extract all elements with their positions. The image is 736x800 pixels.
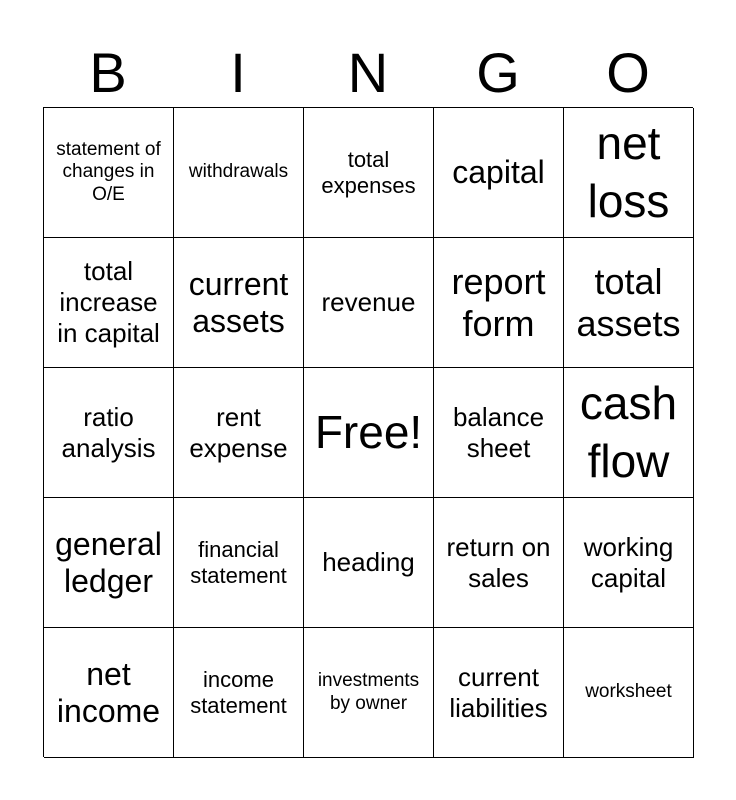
bingo-grid (43, 107, 693, 757)
bingo-cell[interactable]: rent expense (174, 368, 304, 498)
bingo-cell[interactable]: worksheet (564, 628, 694, 758)
bingo-cell[interactable]: total expenses (304, 108, 434, 238)
bingo-cell[interactable]: current assets (174, 238, 304, 368)
bingo-cell[interactable]: investments by owner (304, 628, 434, 758)
bingo-cell[interactable]: financial statement (174, 498, 304, 628)
bingo-header (43, 38, 693, 108)
bingo-cell[interactable]: withdrawals (174, 108, 304, 238)
bingo-cell[interactable]: cash flow (564, 368, 694, 498)
bingo-cell[interactable]: total assets (564, 238, 694, 368)
header-letter-i: I (230, 41, 246, 104)
header-letter-g: G (476, 41, 520, 104)
bingo-cell[interactable]: revenue (304, 238, 434, 368)
bingo-cell[interactable]: capital (434, 108, 564, 238)
bingo-cell[interactable]: income statement (174, 628, 304, 758)
bingo-cell[interactable]: net loss (564, 108, 694, 238)
bingo-cell[interactable]: net income (44, 628, 174, 758)
bingo-cell[interactable]: working capital (564, 498, 694, 628)
bingo-cell[interactable]: current liabilities (434, 628, 564, 758)
bingo-cell[interactable]: heading (304, 498, 434, 628)
bingo-cell[interactable]: total increase in capital (44, 238, 174, 368)
bingo-cell[interactable]: report form (434, 238, 564, 368)
header-letter-n: N (347, 41, 389, 104)
bingo-cell[interactable]: balance sheet (434, 368, 564, 498)
free-space[interactable]: Free! (304, 368, 434, 498)
bingo-cell[interactable]: return on sales (434, 498, 564, 628)
bingo-cell[interactable]: general ledger (44, 498, 174, 628)
bingo-cell[interactable]: statement of changes in O/E (44, 108, 174, 238)
bingo-cell[interactable]: ratio analysis (44, 368, 174, 498)
header-letter-b: B (89, 41, 127, 104)
header-letter-o: O (606, 41, 650, 104)
